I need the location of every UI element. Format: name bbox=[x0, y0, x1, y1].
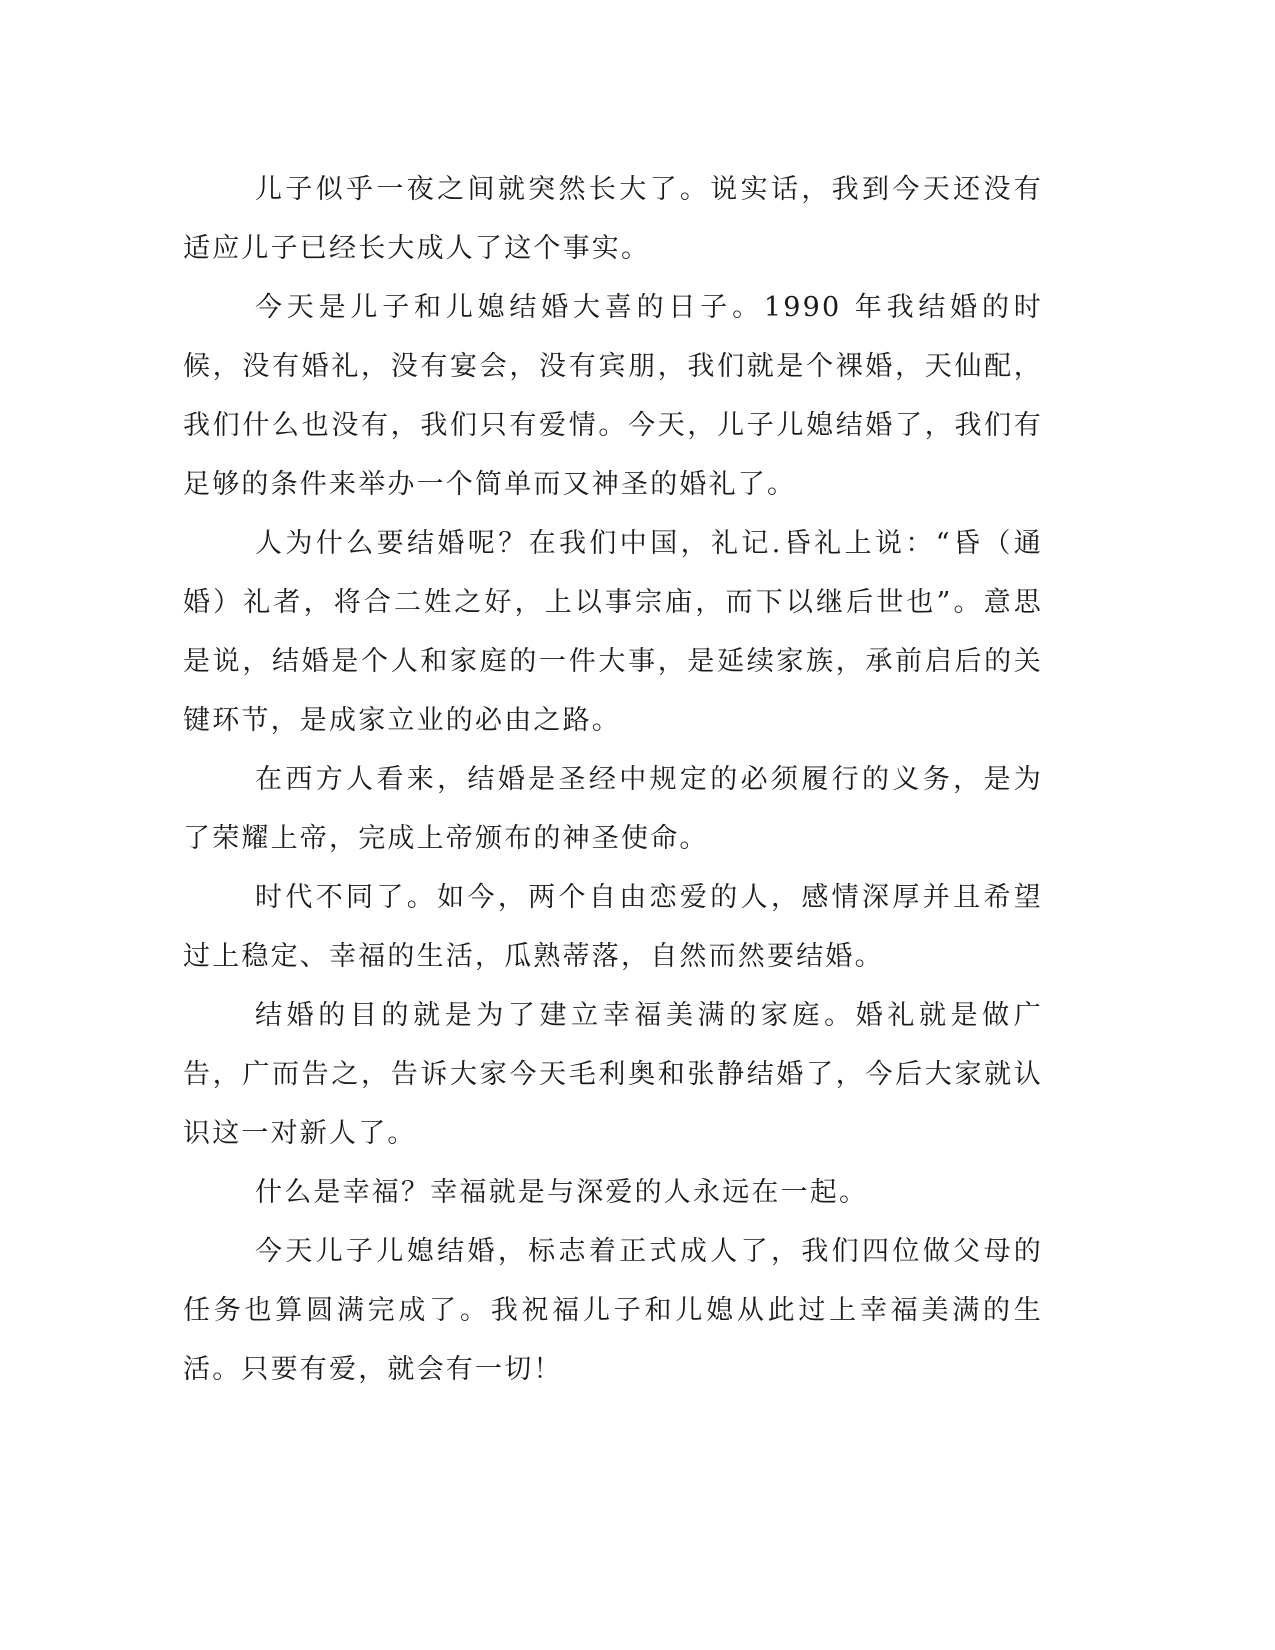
paragraph-3: 人为什么要结婚呢？在我们中国，礼记.昏礼上说：“昏（通婚）礼者，将合二姓之好，上以事宗庙，而下以继后世也”。意思是说，结婚是个人和家庭的一件大事，是延续家族，承前启后的关键环节，是成家立业的必由之路。 bbox=[183, 528, 1043, 736]
paragraph-7: 什么是幸福？幸福就是与深爱的人永远在一起。 bbox=[255, 1177, 869, 1208]
paragraph-4: 在西方人看来，结婚是圣经中规定的必须履行的义务，是为了荣耀上帝，完成上帝颁布的神圣使命。 bbox=[183, 764, 1043, 854]
paragraph-5: 时代不同了。如今，两个自由恋爱的人，感情深厚并且希望过上稳定、幸福的生活，瓜熟蒂落，自然而然要结婚。 bbox=[183, 882, 1043, 972]
paragraph-1: 儿子似乎一夜之间就突然长大了。说实话，我到今天还没有适应儿子已经长大成人了这个事实。 bbox=[183, 174, 1043, 264]
paragraph-6: 结婚的目的就是为了建立幸福美满的家庭。婚礼就是做广告，广而告之，告诉大家今天毛利奥和张静结婚了，今后大家就认识这一对新人了。 bbox=[183, 1000, 1043, 1149]
paragraph-2: 今天是儿子和儿媳结婚大喜的日子。1990 年我结婚的时候，没有婚礼，没有宴会，没有宾朋，我们就是个裸婚，天仙配，我们什么也没有，我们只有爱情。今天，儿子儿媳结婚了，我们有足够的条件来举办一个简单而又神圣的婚礼了。 bbox=[183, 292, 1043, 500]
paragraph-8: 今天儿子儿媳结婚，标志着正式成人了，我们四位做父母的任务也算圆满完成了。我祝福儿子和儿媳从此过上幸福美满的生活。只要有爱，就会有一切！ bbox=[183, 1236, 1043, 1385]
document-body bbox=[183, 160, 1043, 1399]
